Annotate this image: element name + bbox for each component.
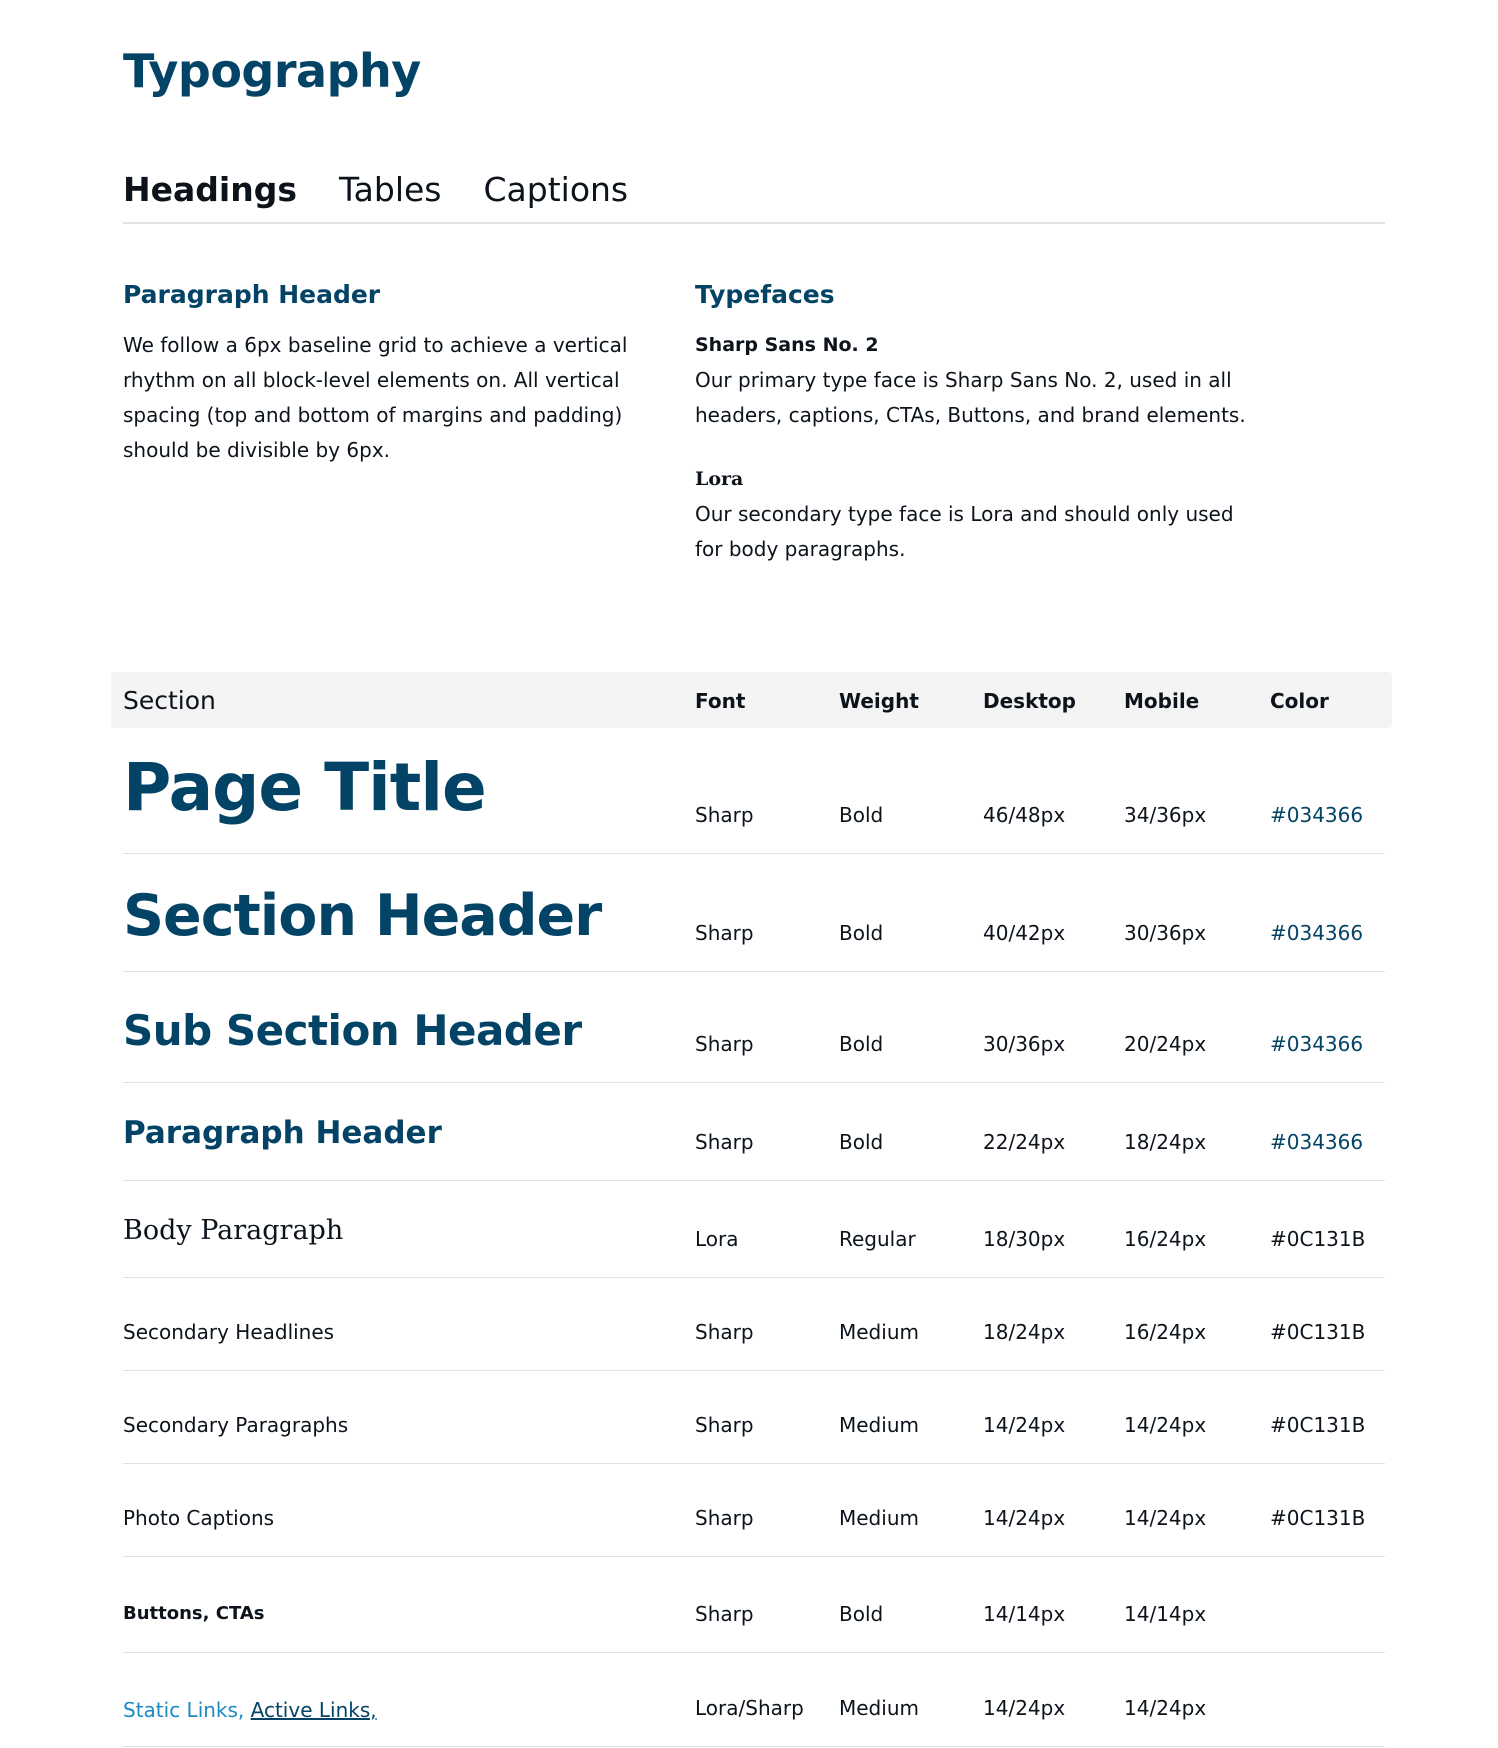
row-font: Lora: [695, 1227, 739, 1251]
row-font: Sharp: [695, 1130, 754, 1154]
row-weight: Bold: [839, 803, 884, 827]
row-color: #0C131B: [1270, 1413, 1366, 1437]
row-desktop: 18/30px: [983, 1227, 1066, 1251]
row-weight: Medium: [839, 1696, 919, 1720]
row-mobile: 30/36px: [1124, 921, 1207, 945]
typography-table: [123, 728, 1385, 1747]
row-color: #034366: [1270, 803, 1364, 827]
row-desktop: 46/48px: [983, 803, 1066, 827]
table-row: [123, 728, 1385, 854]
row-mobile: 18/24px: [1124, 1130, 1207, 1154]
row-color: #034366: [1270, 921, 1364, 945]
row-section-label: Paragraph Header: [123, 1115, 442, 1151]
row-section-label: Sub Section Header: [123, 1006, 582, 1055]
table-row: [123, 1464, 1385, 1557]
row-font: Lora/Sharp: [695, 1696, 804, 1720]
typeface-description: Our primary type face is Sharp Sans No. 2, used in all headers, captions, CTAs, Buttons, and brand elements.: [695, 368, 1246, 427]
row-mobile: 34/36px: [1124, 803, 1207, 827]
typefaces-title: Typefaces: [695, 280, 835, 309]
paragraph-header-body: We follow a 6px baseline grid to achieve a vertical rhythm on all block-level elements on. All vertical spacing (top and bottom of margins and padding) should be divisible by 6px.: [123, 333, 628, 462]
row-color: #0C131B: [1270, 1320, 1366, 1344]
paragraph-header-block: [123, 278, 643, 468]
table-row: [123, 1181, 1385, 1278]
row-weight: Bold: [839, 1032, 884, 1056]
row-font: Sharp: [695, 1032, 754, 1056]
table-row: [123, 1371, 1385, 1464]
row-font: Sharp: [695, 1413, 754, 1437]
row-desktop: 18/24px: [983, 1320, 1066, 1344]
row-section-label: Photo Captions: [123, 1506, 275, 1530]
row-desktop: 14/14px: [983, 1602, 1066, 1626]
typeface-description: Our secondary type face is Lora and should only used for body paragraphs.: [695, 502, 1234, 561]
header-weight: Weight: [839, 689, 919, 713]
row-mobile: 20/24px: [1124, 1032, 1207, 1056]
table-header: [111, 672, 1392, 728]
row-font: Sharp: [695, 803, 754, 827]
row-weight: Medium: [839, 1413, 919, 1437]
header-mobile: Mobile: [1124, 689, 1200, 713]
row-mobile: 16/24px: [1124, 1227, 1207, 1251]
row-mobile: 14/24px: [1124, 1506, 1207, 1530]
typeface-lora: [695, 462, 1255, 567]
static-link[interactable]: Static Links,: [123, 1698, 245, 1722]
typefaces-block: [695, 278, 1255, 596]
table-row: [123, 854, 1385, 972]
row-color: #034366: [1270, 1032, 1364, 1056]
row-mobile: 14/24px: [1124, 1413, 1207, 1437]
table-row: [123, 1083, 1385, 1181]
paragraph-header-title: Paragraph Header: [123, 280, 381, 309]
tab-headings[interactable]: Headings: [123, 170, 297, 209]
page-title: Typography: [123, 44, 421, 98]
row-mobile: 14/24px: [1124, 1696, 1207, 1720]
row-desktop: 40/42px: [983, 921, 1066, 945]
typeface-name: Sharp Sans No. 2: [695, 334, 879, 356]
header-font: Font: [695, 689, 746, 713]
row-weight: Medium: [839, 1506, 919, 1530]
row-section-label: Page Title: [123, 749, 486, 826]
row-font: Sharp: [695, 1506, 754, 1530]
row-mobile: 16/24px: [1124, 1320, 1207, 1344]
row-desktop: 14/24px: [983, 1413, 1066, 1437]
typeface-name: Lora: [695, 468, 744, 490]
row-section-label: [123, 1698, 377, 1722]
row-weight: Bold: [839, 921, 884, 945]
row-weight: Regular: [839, 1227, 916, 1251]
row-desktop: 22/24px: [983, 1130, 1066, 1154]
typeface-sharp: [695, 328, 1255, 433]
tab-tables[interactable]: Tables: [338, 170, 442, 209]
table-row: [123, 1278, 1385, 1371]
row-font: Sharp: [695, 1320, 754, 1344]
row-color: #034366: [1270, 1130, 1364, 1154]
row-font: Sharp: [695, 921, 754, 945]
row-section-label: Body Paragraph: [123, 1215, 344, 1246]
tab-bar: [123, 168, 1385, 224]
row-desktop: 14/24px: [983, 1696, 1066, 1720]
row-section-label: Secondary Headlines: [123, 1320, 335, 1344]
row-desktop: 14/24px: [983, 1506, 1066, 1530]
header-desktop: Desktop: [983, 689, 1076, 713]
row-color: #0C131B: [1270, 1506, 1366, 1530]
row-desktop: 30/36px: [983, 1032, 1066, 1056]
table-row: [123, 1557, 1385, 1653]
header-section: Section: [123, 686, 216, 715]
row-weight: Bold: [839, 1130, 884, 1154]
row-color: #0C131B: [1270, 1227, 1366, 1251]
table-row: [123, 972, 1385, 1083]
row-mobile: 14/14px: [1124, 1602, 1207, 1626]
table-row: [123, 1653, 1385, 1747]
active-link[interactable]: Active Links,: [250, 1698, 377, 1722]
row-weight: Bold: [839, 1602, 884, 1626]
row-weight: Medium: [839, 1320, 919, 1344]
tab-captions[interactable]: Captions: [483, 170, 629, 209]
row-section-label: Buttons, CTAs: [123, 1603, 265, 1624]
row-section-label: Section Header: [123, 883, 602, 949]
row-font: Sharp: [695, 1602, 754, 1626]
header-color: Color: [1270, 689, 1329, 713]
row-section-label: Secondary Paragraphs: [123, 1413, 349, 1437]
